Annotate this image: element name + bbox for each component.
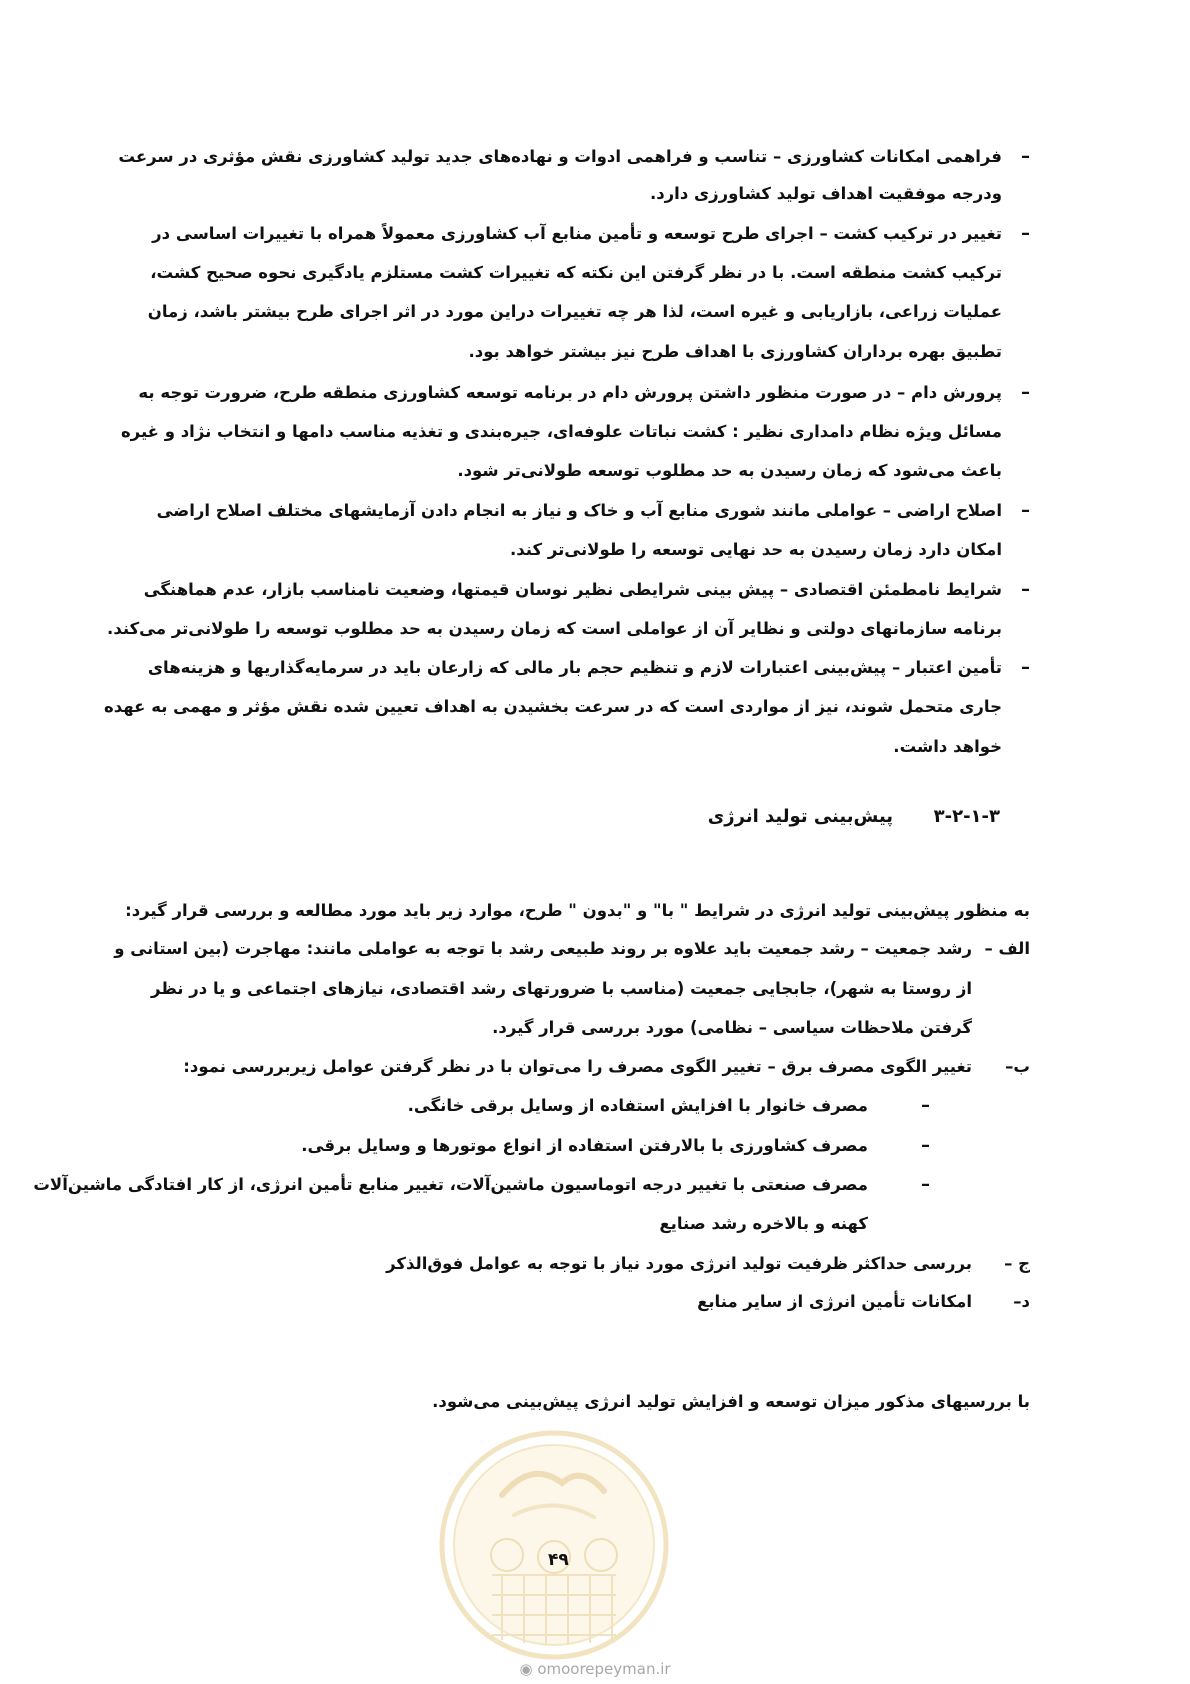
page-number: ۴۹ [548, 1550, 569, 1570]
bullet-2-line-2: ترکیب کشت منطقه است. با در نظر گرفتن این نکته که تغییرات کشت مستلزم یادگیری نحوه صحیح کشت، [150, 263, 1002, 282]
bullet-6-line-3: خواهد داشت. [893, 737, 1002, 756]
bullet-3-line-2: مسائل ویژه نظام دامداری نظیر : کشت نباتات علوفه‌ای، جیره‌بندی و تغذیه مناسب دامها و انتخاب نژاد و غیره [120, 422, 1002, 441]
bullet-1-line-2: ودرجه موفقیت اهداف تولید کشاورزی دارد. [649, 184, 1002, 203]
sub-item-2: مصرف کشاورزی با بالارفتن استفاده از انواع موتورها و وسایل برقی. [301, 1136, 868, 1155]
footer-text: omoorepeyman.ir [537, 1660, 671, 1678]
footer-url [0, 1660, 1190, 1678]
bullet-5-line-2: برنامه سازمانهای دولتی و نظایر آن از عواملی است که زمان رسیدن به حد مطلوب توسعه را طولانی‌تر می‌کند. [107, 619, 1002, 638]
bullet-dash: – [1021, 657, 1030, 678]
globe-icon: ◉ [519, 1660, 533, 1678]
bullet-dash: – [1021, 500, 1030, 521]
item-alef-line-3: گرفتن ملاحظات سیاسی – نظامی) مورد بررسی قرار گیرد. [492, 1018, 972, 1037]
bullet-4-line-1: اصلاح اراضی – عواملی مانند شوری منابع آب و خاک و نیاز به انجام دادن آزمایشهای مختلف اصلاح اراضی [156, 501, 1002, 520]
bullet-6-line-2: جاری متحمل شوند، نیز از مواردی است که در سرعت بخشیدن به اهداف تعیین شده نقش مؤثر و مهمی به عهده [104, 697, 1002, 716]
sub-item-dash: – [921, 1135, 930, 1156]
sub-item-3-line-1: مصرف صنعتی با تغییر درجه اتوماسیون ماشین‌آلات، تغییر منابع تأمین انرژی، از کار افتادگی ماشین‌آلات [33, 1175, 868, 1194]
item-jim-text: بررسی حداکثر ظرفیت تولید انرژی مورد نیاز با توجه به عوامل فوق‌الذکر [386, 1254, 972, 1273]
bullet-1-line-1: فراهمی امکانات کشاورزی – تناسب و فراهمی ادوات و نهاده‌های جدید تولید کشاورزی نقش مؤثری در سرعت [118, 147, 1002, 166]
bullet-2-line-3: عملیات زراعی، بازاریابی و غیره است، لذا هر چه تغییرات دراین مورد در اثر اجرای طرح بیشتر باشد، زمان [147, 302, 1002, 321]
sub-item-dash: – [921, 1095, 930, 1116]
item-marker-alef: الف – [984, 939, 1030, 958]
sub-item-3-line-2: کهنه و بالاخره رشد صنایع [659, 1214, 868, 1233]
bullet-4-line-2: امکان دارد زمان رسیدن به حد نهایی توسعه را طولانی‌تر کند. [509, 540, 1002, 559]
item-dal-text: امکانات تأمین انرژی از سایر منابع [697, 1292, 972, 1311]
bullet-dash: – [1021, 579, 1030, 600]
section-heading [708, 804, 1000, 830]
item-alef-line-1: رشد جمعیت – رشد جمعیت باید علاوه بر روند طبیعی رشد با توجه به عواملی مانند: مهاجرت (بین استانی و [114, 939, 972, 958]
section-title: پیش‌بینی تولید انرژی [707, 806, 894, 827]
closing-paragraph: با بررسیهای مذکور میزان توسعه و افزایش تولید انرژی پیش‌بینی می‌شود. [432, 1392, 1030, 1411]
item-marker-be: ب– [1005, 1057, 1030, 1076]
bullet-2-line-1: تغییر در ترکیب کشت – اجرای طرح توسعه و تأمین منابع آب کشاورزی معمولاً همراه با تغییرات اساسی در [152, 224, 1002, 243]
bullet-dash: – [1021, 382, 1030, 403]
sub-item-dash: – [921, 1174, 930, 1195]
sub-item-1: مصرف خانوار با افزایش استفاده از وسایل برقی خانگی. [407, 1096, 868, 1115]
bullet-6-line-1: تأمین اعتبار – پیش‌بینی اعتبارات لازم و تنظیم حجم بار مالی که زارعان باید در سرمایه‌گذاریها و هزینه‌های [147, 658, 1002, 677]
bullet-dash: – [1021, 146, 1030, 167]
item-alef-line-2: از روستا به شهر)، جابجایی جمعیت (مناسب با ضرورتهای رشد اقتصادی، نیازهای اجتماعی و یا در نظر [150, 979, 972, 998]
bullet-5-line-1: شرایط نامطمئن اقتصادی – پیش بینی شرایطی نظیر نوسان قیمتها، وضعیت نامناسب بازار، عدم هماهنگی [143, 580, 1002, 599]
bullet-dash: – [1021, 223, 1030, 244]
bullet-2-line-4: تطبیق بهره برداران کشاورزی با اهداف طرح نیز بیشتر خواهد بود. [468, 342, 1002, 361]
item-be-text: تغییر الگوی مصرف برق – تغییر الگوی مصرف را می‌توان با در نظر گرفتن عوامل زیربررسی نمود: [183, 1057, 972, 1076]
item-marker-jim: ج – [1004, 1254, 1030, 1273]
section-number: ۳-۲-۱-۳ [933, 806, 1000, 827]
intro-paragraph: به منظور پیش‌بینی تولید انرژی در شرایط " با" و "بدون " طرح، موارد زیر باید مورد مطالعه و بررسی قرار گیرد: [125, 901, 1030, 920]
bullet-3-line-3: باعث می‌شود که زمان رسیدن به حد مطلوب توسعه طولانی‌تر شود. [457, 461, 1002, 480]
item-marker-dal: د– [1013, 1292, 1030, 1311]
bullet-3-line-1: پرورش دام – در صورت منظور داشتن پرورش دام در برنامه توسعه کشاورزی منطقه طرح، ضرورت توجه به [138, 383, 1002, 402]
